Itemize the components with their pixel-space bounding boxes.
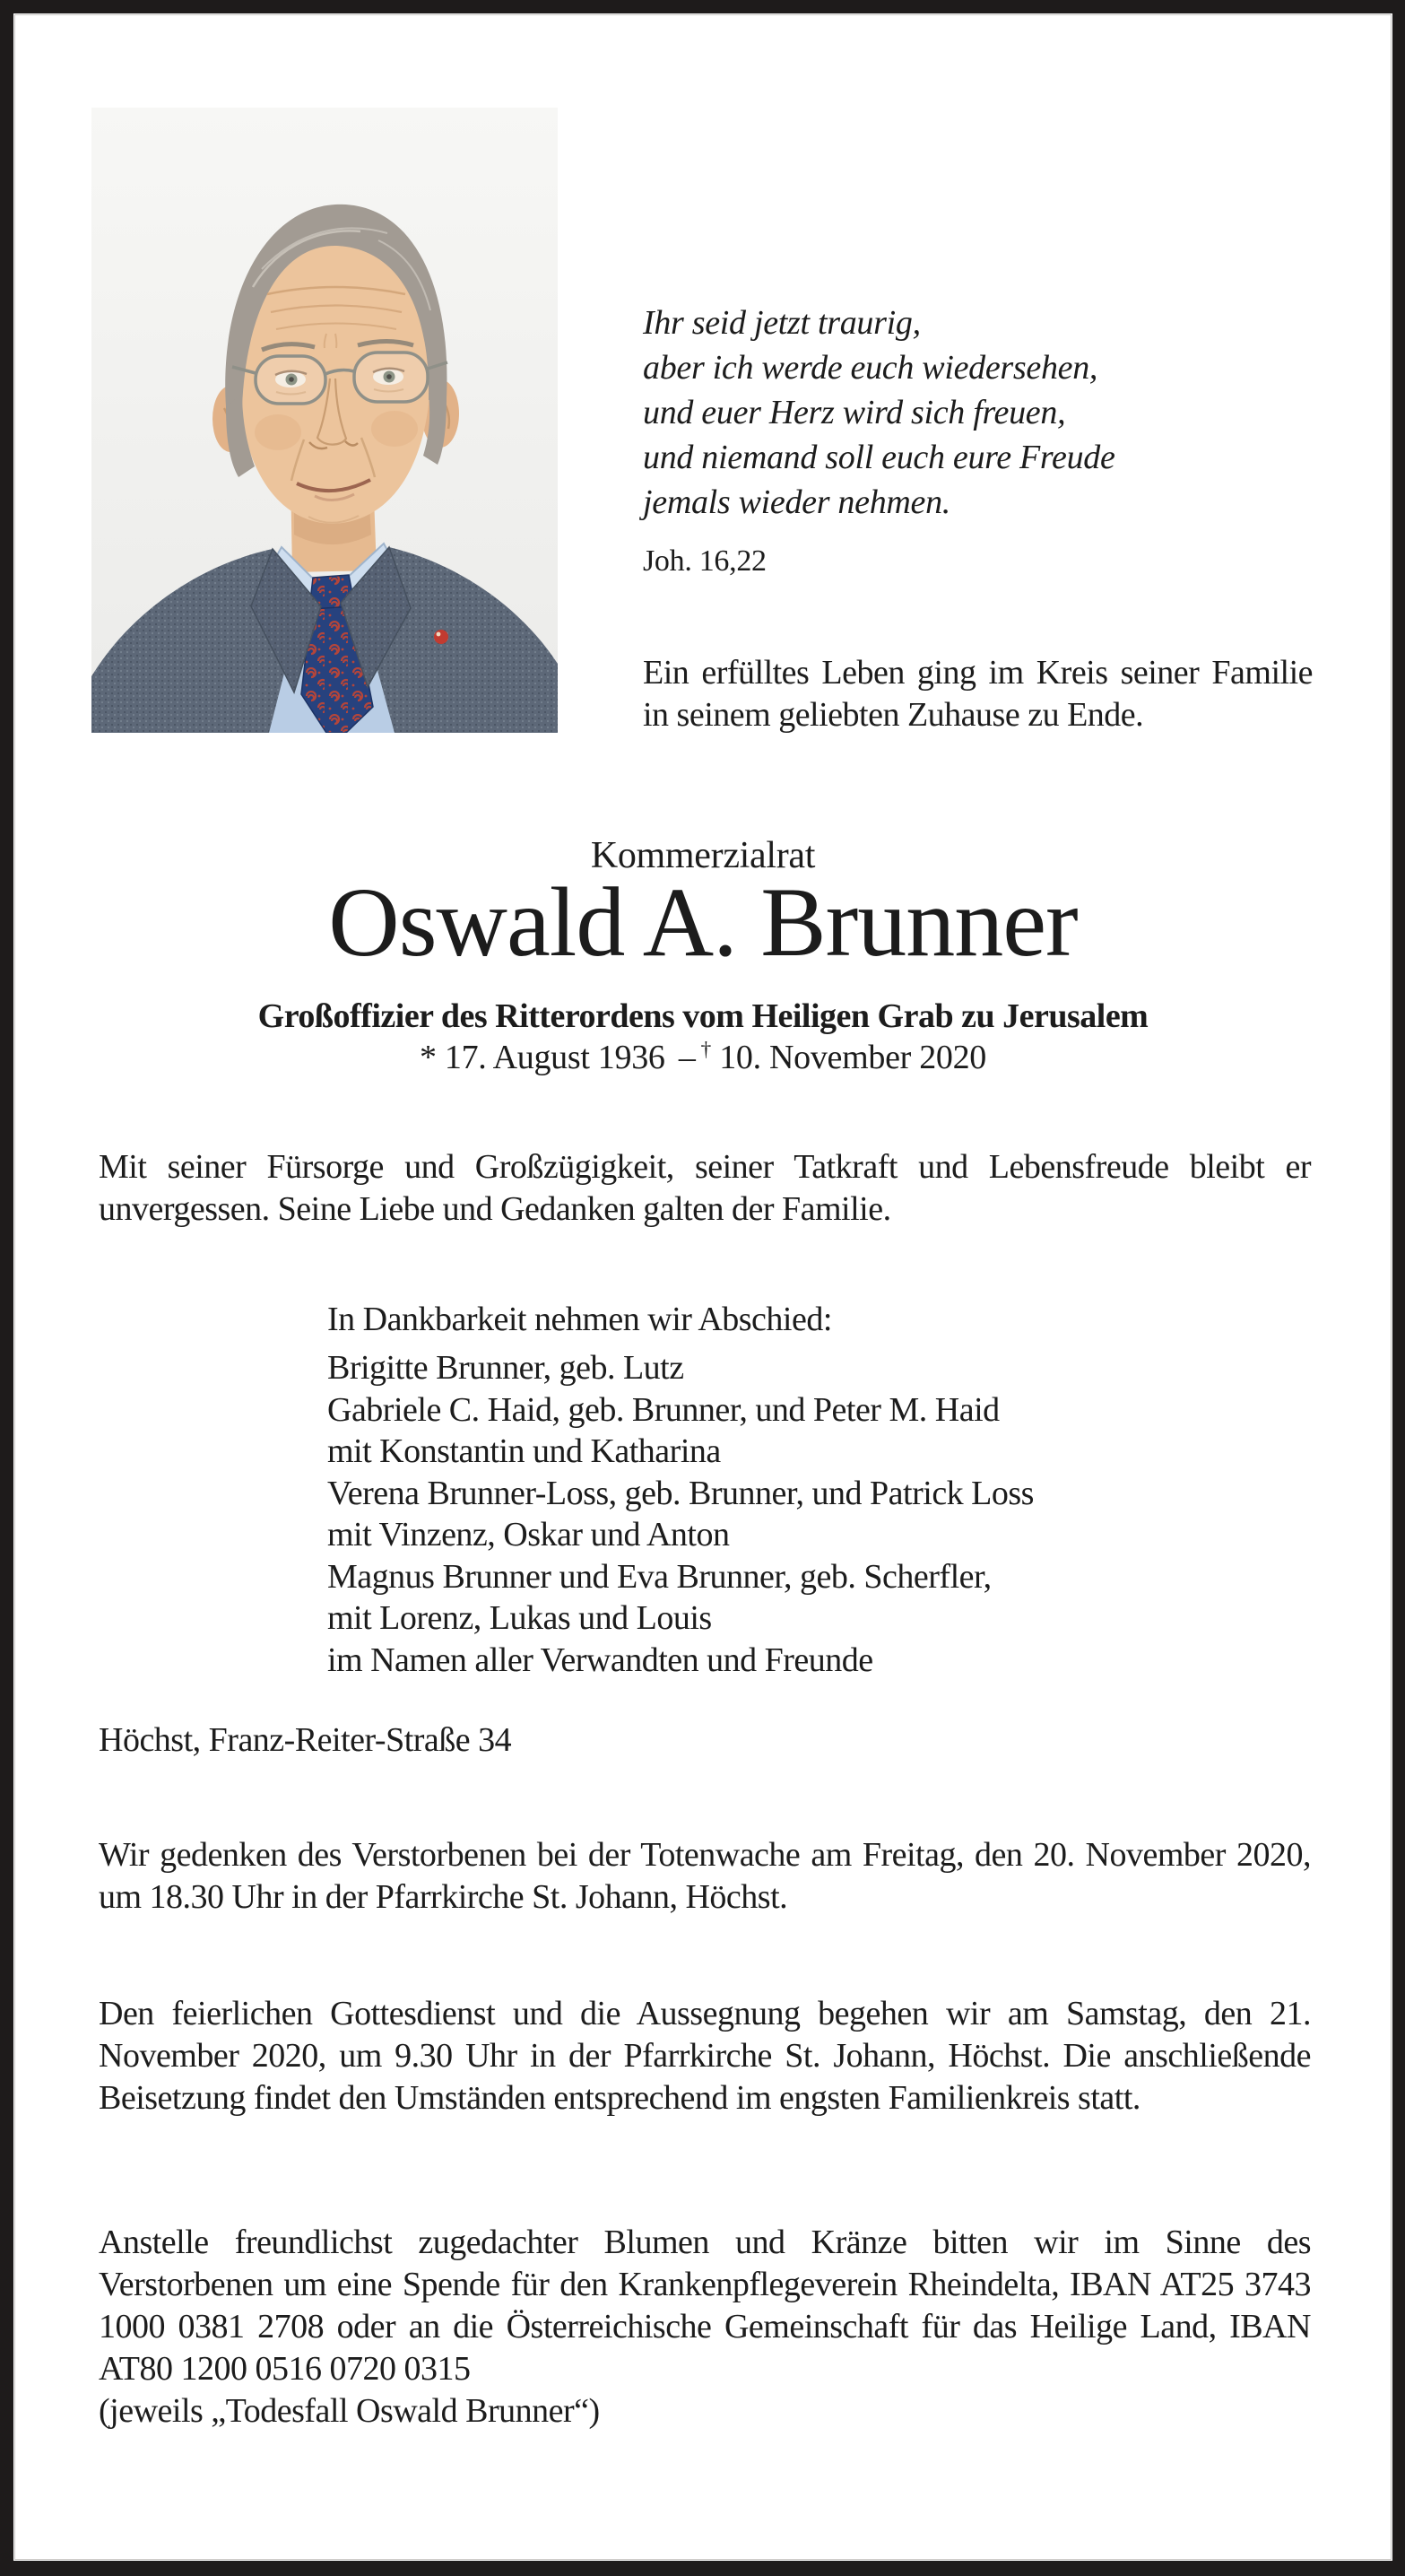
dates-separator: –	[678, 1039, 696, 1076]
death-date: 10. November 2020	[719, 1039, 986, 1076]
mourner-line: Gabriele C. Haid, geb. Brunner, und Peter M. Haid	[327, 1390, 1000, 1429]
portrait-illustration	[91, 108, 558, 733]
honorific-title: Kommerzialrat	[590, 835, 816, 876]
donations-note: (jeweils „Todesfall Oswald Brunner“)	[99, 2392, 600, 2430]
mourner-line: im Namen aller Verwandten und Freunde	[327, 1640, 873, 1679]
death-symbol: †	[700, 1038, 711, 1062]
tribute-paragraph: Mit seiner Fürsorge und Großzügigkeit, seiner Tatkraft und Lebensfreude bleibt er unvergessen. Seine Liebe und Gedanken galten der Familie.	[99, 1148, 1311, 1228]
birth-date: 17. August 1936	[444, 1039, 665, 1076]
mourners-list	[327, 1347, 1034, 1681]
lead-paragraph: Ein erfülltes Leben ging im Kreis seiner Familie in seinem geliebten Zuhause zu Ende.	[643, 654, 1313, 734]
mourner-line: Brigitte Brunner, geb. Lutz	[327, 1349, 684, 1387]
mourner-line: Magnus Brunner und Eva Brunner, geb. Scherfler,	[327, 1557, 992, 1596]
deceased-name: Oswald A. Brunner	[328, 867, 1078, 977]
quote-line: aber ich werde euch wiedersehen,	[643, 349, 1098, 387]
quote-line: und niemand soll euch eure Freude	[643, 439, 1115, 476]
birth-symbol: *	[420, 1039, 437, 1076]
quote-source: Joh. 16,22	[643, 544, 767, 578]
portrait-photo	[91, 108, 558, 733]
mourner-line: mit Vinzenz, Oskar und Anton	[327, 1516, 730, 1553]
donations-text: Anstelle freundlichst zugedachter Blumen und Kränze bitten wir im Sinne des Verstorbenen um eine Spende für den Krankenpflegeverein Rheindelta, IBAN AT25 3743 1000 0381 2708 oder an die Österreichische Gemeinschaft für das Heilige Land, IBAN AT80 1200 0516 0720 0315	[99, 2224, 1311, 2388]
distinction-line: Großoffizier des Ritterordens vom Heiligen Grab zu Jerusalem	[257, 997, 1149, 1035]
donations-paragraph	[99, 2222, 1311, 2432]
mourner-line: mit Lorenz, Lukas und Louis	[327, 1599, 712, 1637]
mourner-line: Verena Brunner-Loss, geb. Brunner, und Patrick Loss	[327, 1474, 1034, 1512]
quote-line: Ihr seid jetzt traurig,	[643, 304, 921, 342]
service-paragraph: Den feierlichen Gottesdienst und die Aussegnung begehen wir am Samstag, den 21. November 2020, um 9.30 Uhr in der Pfarrkirche St. Johann, Höchst. Die anschließende Beisetzung findet den Umständen entsprechend im engsten Familienkreis statt.	[99, 1995, 1311, 2117]
quote-line: jemals wieder nehmen.	[643, 483, 951, 521]
farewell-heading: In Dankbarkeit nehmen wir Abschied:	[327, 1301, 832, 1338]
scripture-quote	[643, 300, 1342, 584]
mourner-line: mit Konstantin und Katharina	[327, 1432, 721, 1470]
wake-paragraph: Wir gedenken des Verstorbenen bei der Totenwache am Freitag, den 20. November 2020, um 18.30 Uhr in der Pfarrkirche St. Johann, Höchst.	[99, 1836, 1311, 1916]
address-line: Höchst, Franz-Reiter-Straße 34	[99, 1721, 512, 1759]
lapel-pin	[434, 630, 448, 644]
quote-line: und euer Herz wird sich freuen,	[643, 394, 1066, 431]
life-dates	[13, 1038, 1392, 1077]
